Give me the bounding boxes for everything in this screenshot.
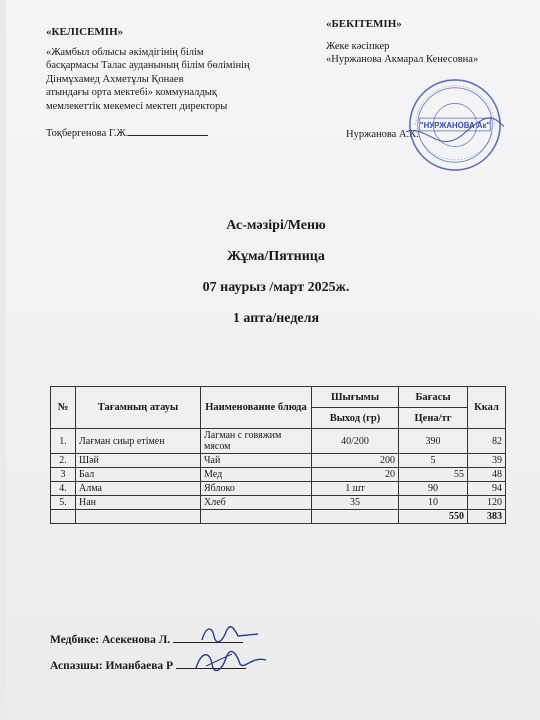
week-title: 1 апта/неделя (232, 311, 320, 326)
table-row (51, 429, 506, 454)
cell-name-kz: Алма (76, 482, 201, 496)
right-header: «БЕКІТЕМІН» (326, 18, 402, 30)
col-number: № (51, 387, 76, 429)
cell-number: 3 (51, 468, 76, 482)
table-row (51, 454, 506, 468)
cell-price: 90 (399, 482, 468, 496)
cell-name-kz: Нан (76, 496, 201, 510)
col-yield-ru: Выход (гр) (312, 408, 399, 429)
cell-kcal: 39 (468, 454, 506, 468)
cell-yield: 35 (312, 496, 399, 510)
cell-kcal: 48 (468, 468, 506, 482)
col-name-ru: Наименование блюда (201, 387, 312, 429)
cell-price: 55 (399, 468, 468, 482)
cell-yield: 200 (312, 454, 399, 468)
cell-yield: 1 шт (312, 482, 399, 496)
left-line: Дінмұхамед Ахметұлы Қонаев (46, 73, 184, 85)
cell-number: 2. (51, 454, 76, 468)
cell-empty (201, 510, 312, 524)
cell-empty (51, 510, 76, 524)
cell-name-ru: Яблоко (201, 482, 312, 496)
approval-left-block (46, 26, 296, 141)
menu-table (50, 386, 506, 524)
cell-name-kz: Бал (76, 468, 201, 482)
day-title: Жұма/Пятница (227, 249, 325, 264)
cell-price: 5 (399, 454, 468, 468)
left-line: басқармасы Талас ауданының білім бөлімінің (46, 60, 250, 71)
cell-name-ru: Хлеб (201, 496, 312, 510)
cell-name-kz: Шәй (76, 454, 201, 468)
cell-kcal: 94 (468, 482, 506, 496)
cell-yield: 20 (312, 468, 399, 482)
cell-number: 4. (51, 482, 76, 496)
round-stamp (406, 76, 504, 174)
left-line: «Жамбыл облысы әкімдігінің білім (46, 46, 204, 58)
cell-kcal: 120 (468, 496, 506, 510)
document-page (6, 0, 540, 720)
left-header: «КЕЛІСЕМІН» (46, 26, 124, 38)
table-row (51, 468, 506, 482)
total-kcal: 383 (468, 510, 506, 524)
total-price: 550 (399, 510, 468, 524)
cell-number: 5. (51, 496, 76, 510)
left-signer: Тоқбергенова Г.Ж. (46, 128, 129, 139)
cell-price: 390 (399, 429, 468, 454)
table-row (51, 482, 506, 496)
cell-kcal: 82 (468, 429, 506, 454)
col-price-ru: Цена/тг (399, 408, 468, 429)
cell-name-ru: Мед (201, 468, 312, 482)
stamp-center-text: "НУРЖАНОВА Ак" (419, 120, 491, 130)
cell-empty (312, 510, 399, 524)
cell-yield: 40/200 (312, 429, 399, 454)
left-line: мемлекеттік мекемесі мектеп директоры (46, 100, 228, 112)
nurse-label: Медбике: Асекенова Л. (50, 634, 171, 646)
col-name-kz: Тағамның атауы (76, 387, 201, 429)
table-header-row (51, 387, 506, 408)
cell-price: 10 (399, 496, 468, 510)
right-line: Жеке кәсіпкер (326, 40, 390, 52)
cook-label: Аспазшы: Иманбаева Р (50, 660, 174, 672)
col-kcal: Ккал (468, 387, 506, 429)
cell-name-kz: Лағман сиыр етімен (76, 429, 201, 454)
approval-right-block (326, 18, 536, 140)
signature-underline (128, 125, 208, 136)
date-title: 07 наурыз /март 2025ж. (202, 280, 350, 295)
table-row (51, 496, 506, 510)
left-line: атындағы орта мектебі» коммуналдық (46, 87, 217, 98)
cook-signature-icon (192, 648, 272, 674)
col-price-kz: Бағасы (399, 387, 468, 408)
cell-number: 1. (51, 429, 76, 454)
menu-title: Ас-мәзірі/Меню (226, 218, 326, 233)
nurse-signature-icon (198, 622, 268, 646)
col-yield-kz: Шығымы (312, 387, 399, 408)
right-signer: Нуржанова А.К. (346, 129, 419, 140)
cell-name-ru: Чай (201, 454, 312, 468)
left-signature-line (46, 125, 296, 141)
cell-name-ru: Лагман с говяжим мясом (201, 429, 312, 454)
right-line: «Нуржанова Акмарал Кенесовна» (326, 54, 479, 65)
table-total-row (51, 510, 506, 524)
cell-empty (76, 510, 201, 524)
